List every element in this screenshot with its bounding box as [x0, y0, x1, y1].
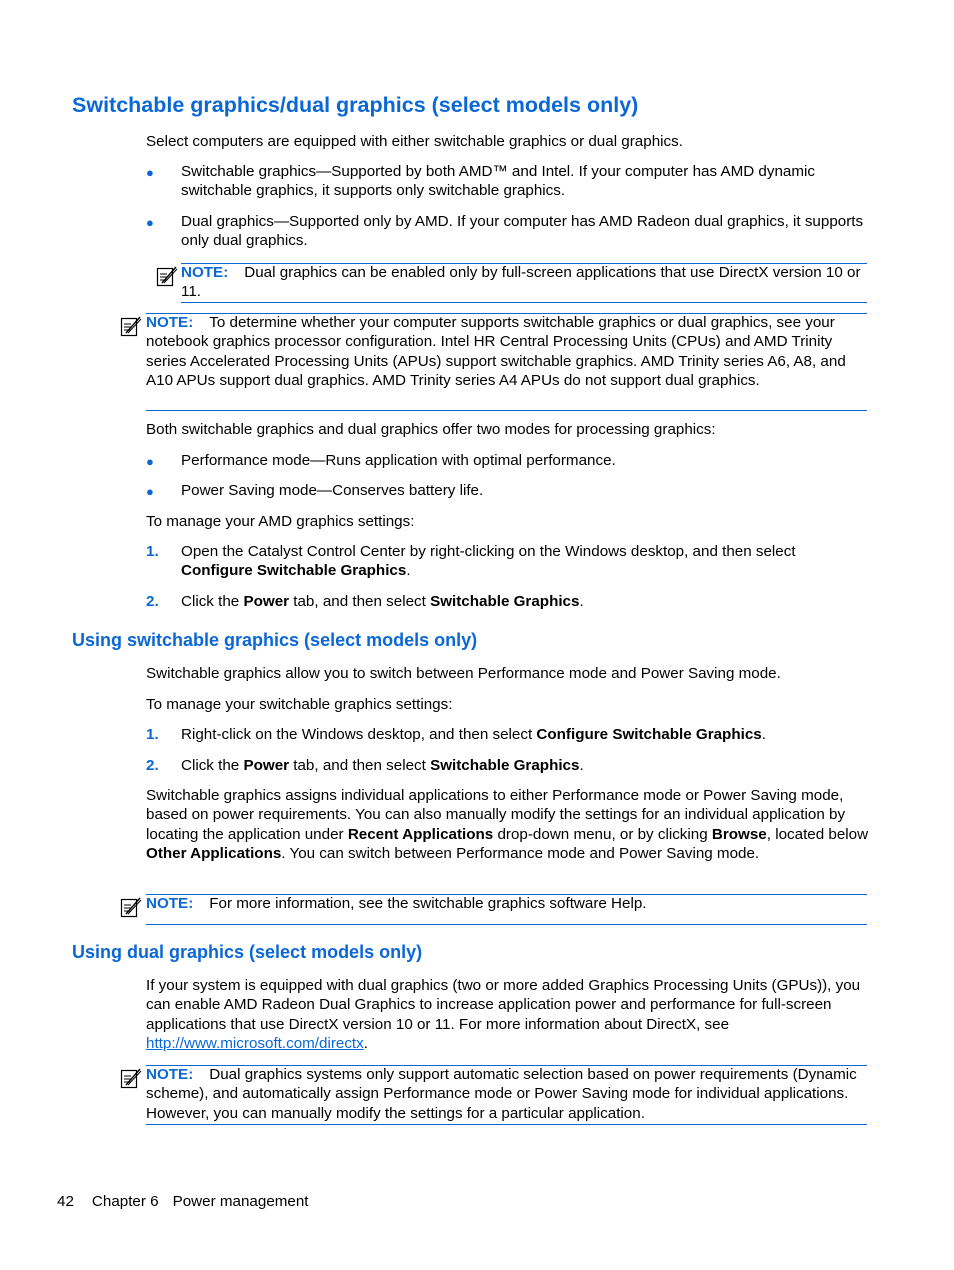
step-item: Click the Power tab, and then select Switchable Graphics.	[181, 757, 584, 774]
list-item: Switchable graphics—Supported by both AMD™ and Intel. If your computer has AMD dynamic switchable graphics, it supports only switchable graphics.	[181, 163, 815, 200]
step-number: 2.	[146, 757, 159, 774]
list-item: Performance mode—Runs application with optimal performance.	[181, 452, 616, 469]
page-footer	[57, 1192, 309, 1211]
note-icon	[120, 896, 142, 918]
note-label: NOTE:	[146, 1066, 194, 1083]
modes-intro: Both switchable graphics and dual graphics offer two modes for processing graphics:	[146, 421, 716, 438]
note-icon	[156, 265, 178, 287]
intro-paragraph: Select computers are equipped with either switchable graphics or dual graphics.	[146, 133, 683, 150]
step-number: 1.	[146, 543, 159, 560]
directx-link[interactable]: http://www.microsoft.com/directx	[146, 1035, 364, 1053]
note-body: Dual graphics systems only support automatic selection based on power requirements (Dynamic scheme), and automatically assign Performance mode or Power Saving mode for individual applications. However, you can manually modify the settings for a particular application.	[146, 1066, 857, 1122]
page-number: 42	[57, 1193, 74, 1210]
bullet-marker: ●	[146, 484, 154, 499]
note-body: Dual graphics can be enabled only by full-screen applications that use DirectX version 10 or 11.	[181, 264, 861, 301]
section-heading-switchable: Using switchable graphics (select models only)	[72, 630, 478, 650]
section-heading-dual: Using dual graphics (select models only)	[72, 942, 423, 962]
note-label: NOTE:	[146, 895, 194, 912]
footer-chapter: Chapter 6	[91, 1193, 159, 1210]
note-icon	[120, 315, 142, 337]
note-text	[146, 894, 868, 913]
note-body: For more information, see the switchable graphics software Help.	[209, 895, 647, 912]
footer-title: Power management	[172, 1193, 309, 1210]
note-bottom-rule	[146, 924, 867, 925]
note-text	[146, 1065, 870, 1123]
manage-switch-intro: To manage your switchable graphics settings:	[146, 696, 453, 713]
list-item: Power Saving mode—Conserves battery life.	[181, 482, 484, 499]
note-text	[181, 263, 871, 302]
switch-paragraph: Switchable graphics allow you to switch between Performance mode and Power Saving mode.	[146, 665, 781, 682]
note-icon	[120, 1067, 142, 1089]
dual-paragraph: If your system is equipped with dual graphics (two or more added Graphics Processing Units (GPUs)), you can enable AMD Radeon Dual Graphics to increase application power and performance for full-screen applications that use DirectX version 10 or 11. For more information about DirectX, see http://www.microsoft.com/directx.	[146, 977, 861, 1053]
bullet-marker: ●	[146, 454, 154, 469]
page-title: Switchable graphics/dual graphics (select models only)	[72, 93, 639, 117]
step-number: 1.	[146, 726, 159, 743]
note-label: NOTE:	[146, 314, 194, 331]
manage-amd-intro: To manage your AMD graphics settings:	[146, 513, 415, 530]
note-bottom-rule	[146, 410, 867, 411]
step-item: Right-click on the Windows desktop, and then select Configure Switchable Graphics.	[181, 726, 766, 743]
note-label: NOTE:	[181, 264, 229, 281]
step-item: Click the Power tab, and then select Switchable Graphics.	[181, 593, 584, 610]
bullet-marker: ●	[146, 215, 154, 230]
note-bottom-rule	[146, 1124, 867, 1125]
step-number: 2.	[146, 593, 159, 610]
step-item: Open the Catalyst Control Center by right-clicking on the Windows desktop, and then select Configure Switchable Graphics.	[181, 543, 796, 580]
list-item: Dual graphics—Supported only by AMD. If your computer has AMD Radeon dual graphics, it supports only dual graphics.	[181, 213, 864, 250]
note-body: To determine whether your computer supports switchable graphics or dual graphics, see your notebook graphics processor configuration. Intel HR Central Processing Units (CPUs) and AMD Trinity series Accelerated Processing Units (APUs) support switchable graphics. AMD Trinity series A6, A8, and A10 APUs support dual graphics. AMD Trinity series A4 APUs do not support dual graphics.	[146, 314, 846, 390]
assign-paragraph: Switchable graphics assigns individual applications to either Performance mode or Power Saving mode, based on power requirements. You can also manually modify the settings for an individual application by locating the application under Recent Applications drop-down menu, or by clicking Browse, located below Other Applications. You can switch between Performance mode and Power Saving mode.	[146, 787, 869, 863]
note-text	[146, 313, 868, 391]
bullet-marker: ●	[146, 165, 154, 180]
note-bottom-rule	[181, 302, 867, 303]
